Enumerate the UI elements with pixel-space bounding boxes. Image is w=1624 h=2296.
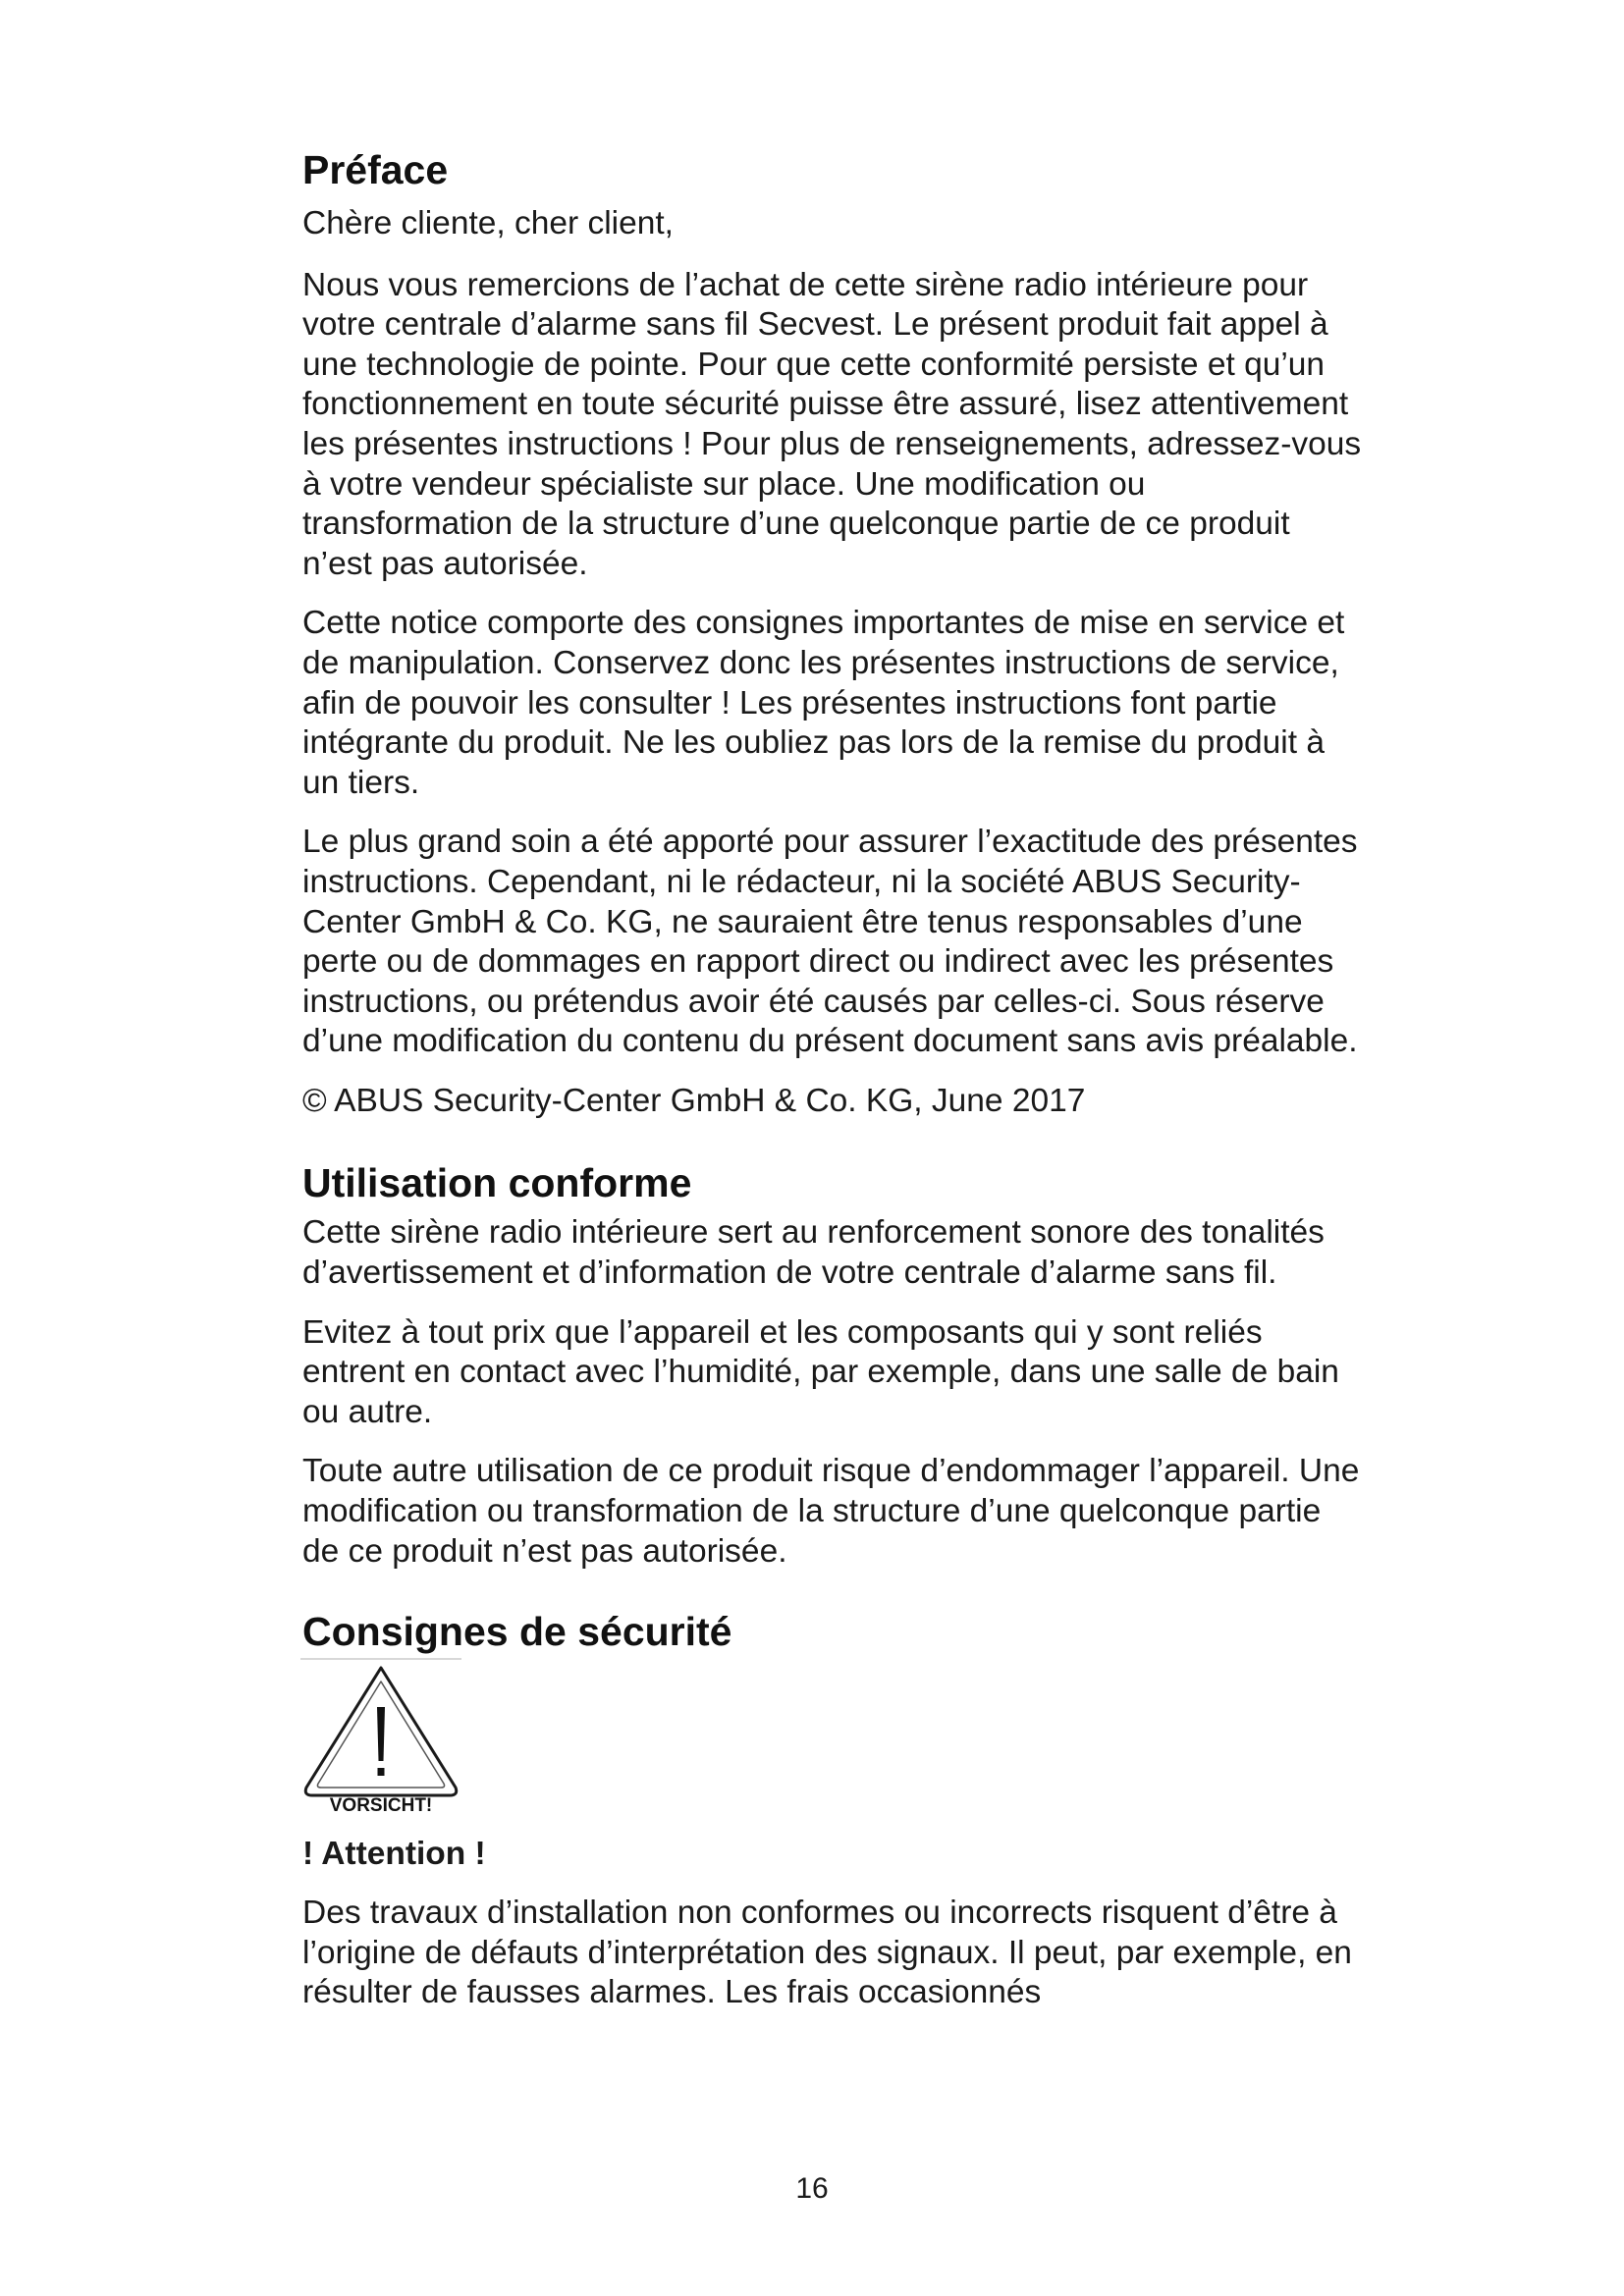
page-number: 16 (795, 2172, 829, 2205)
warning-label: VORSICHT! (329, 1795, 433, 1814)
document-page (302, 145, 1363, 2013)
preface-heading: Préface (302, 147, 449, 192)
copyright-notice: © ABUS Security-Center GmbH & Co. KG, June 2017 (302, 1082, 1086, 1119)
utilisation-heading: Utilisation conforme (302, 1160, 692, 1206)
preface-paragraph-2: Cette notice comporte des consignes importantes de mise en service et de manipulation. Conservez donc les présentes instructions de service, afin de pouvoir les consulter ! Les présentes instructions font partie intégrante du produit. Ne les oubliez pas lors de la remise du produit à un tiers. (302, 605, 1345, 801)
utilisation-paragraph-3: Toute autre utilisation de ce produit risque d’endommager l’appareil. Une modification ou transformation de la structure d’une quelconque partie de ce produit n’est pas autorisée. (302, 1453, 1360, 1570)
securite-paragraph: Des travaux d’installation non conformes ou incorrects risquent d’être à l’origine de défauts d’interprétation des signaux. Il peut, par exemple, en résulter de fausses alarmes. Les frais occasionnés (302, 1895, 1352, 2011)
utilisation-paragraph-1: Cette sirène radio intérieure sert au renforcement sonore des tonalités d’avertissement et d’information de votre centrale d’alarme sans fil. (302, 1214, 1325, 1292)
utilisation-paragraph-2: Evitez à tout prix que l’appareil et les composants qui y sont reliés entrent en contact avec l’humidité, par exemple, dans une salle de bain ou autre. (302, 1313, 1339, 1430)
preface-paragraph-1: Nous vous remercions de l’achat de cette sirène radio intérieure pour votre centrale d’alarme sans fil Secvest. Le présent produit fait appel à une technologie de pointe. Pour que cette conformité persiste et qu’un fonctionnement en toute sécurité puisse être assuré, lisez attentivement les présentes instructions ! Pour plus de renseignements, adressez-vous à votre vendeur spécialiste sur place. Une modification ou transformation de la structure d’une quelconque partie de ce produit n’est pas autorisée. (302, 266, 1362, 582)
attention-label: ! Attention ! (302, 1836, 486, 1873)
securite-heading: Consignes de sécurité (302, 1609, 732, 1655)
warning-triangle-icon (300, 1658, 461, 1813)
preface-greeting: Chère cliente, cher client, (302, 205, 674, 241)
preface-paragraph-3: Le plus grand soin a été apporté pour assurer l’exactitude des présentes instructions. Cependant, ni le rédacteur, ni la société ABUS Security-Center GmbH & Co. KG, ne sauraient être tenus responsables d’une perte ou de dommages en rapport direct ou indirect avec les présentes instructions, ou prétendus avoir été causés par celles-ci. Sous réserve d’une modification du contenu du présent document sans avis préalable. (302, 824, 1358, 1060)
